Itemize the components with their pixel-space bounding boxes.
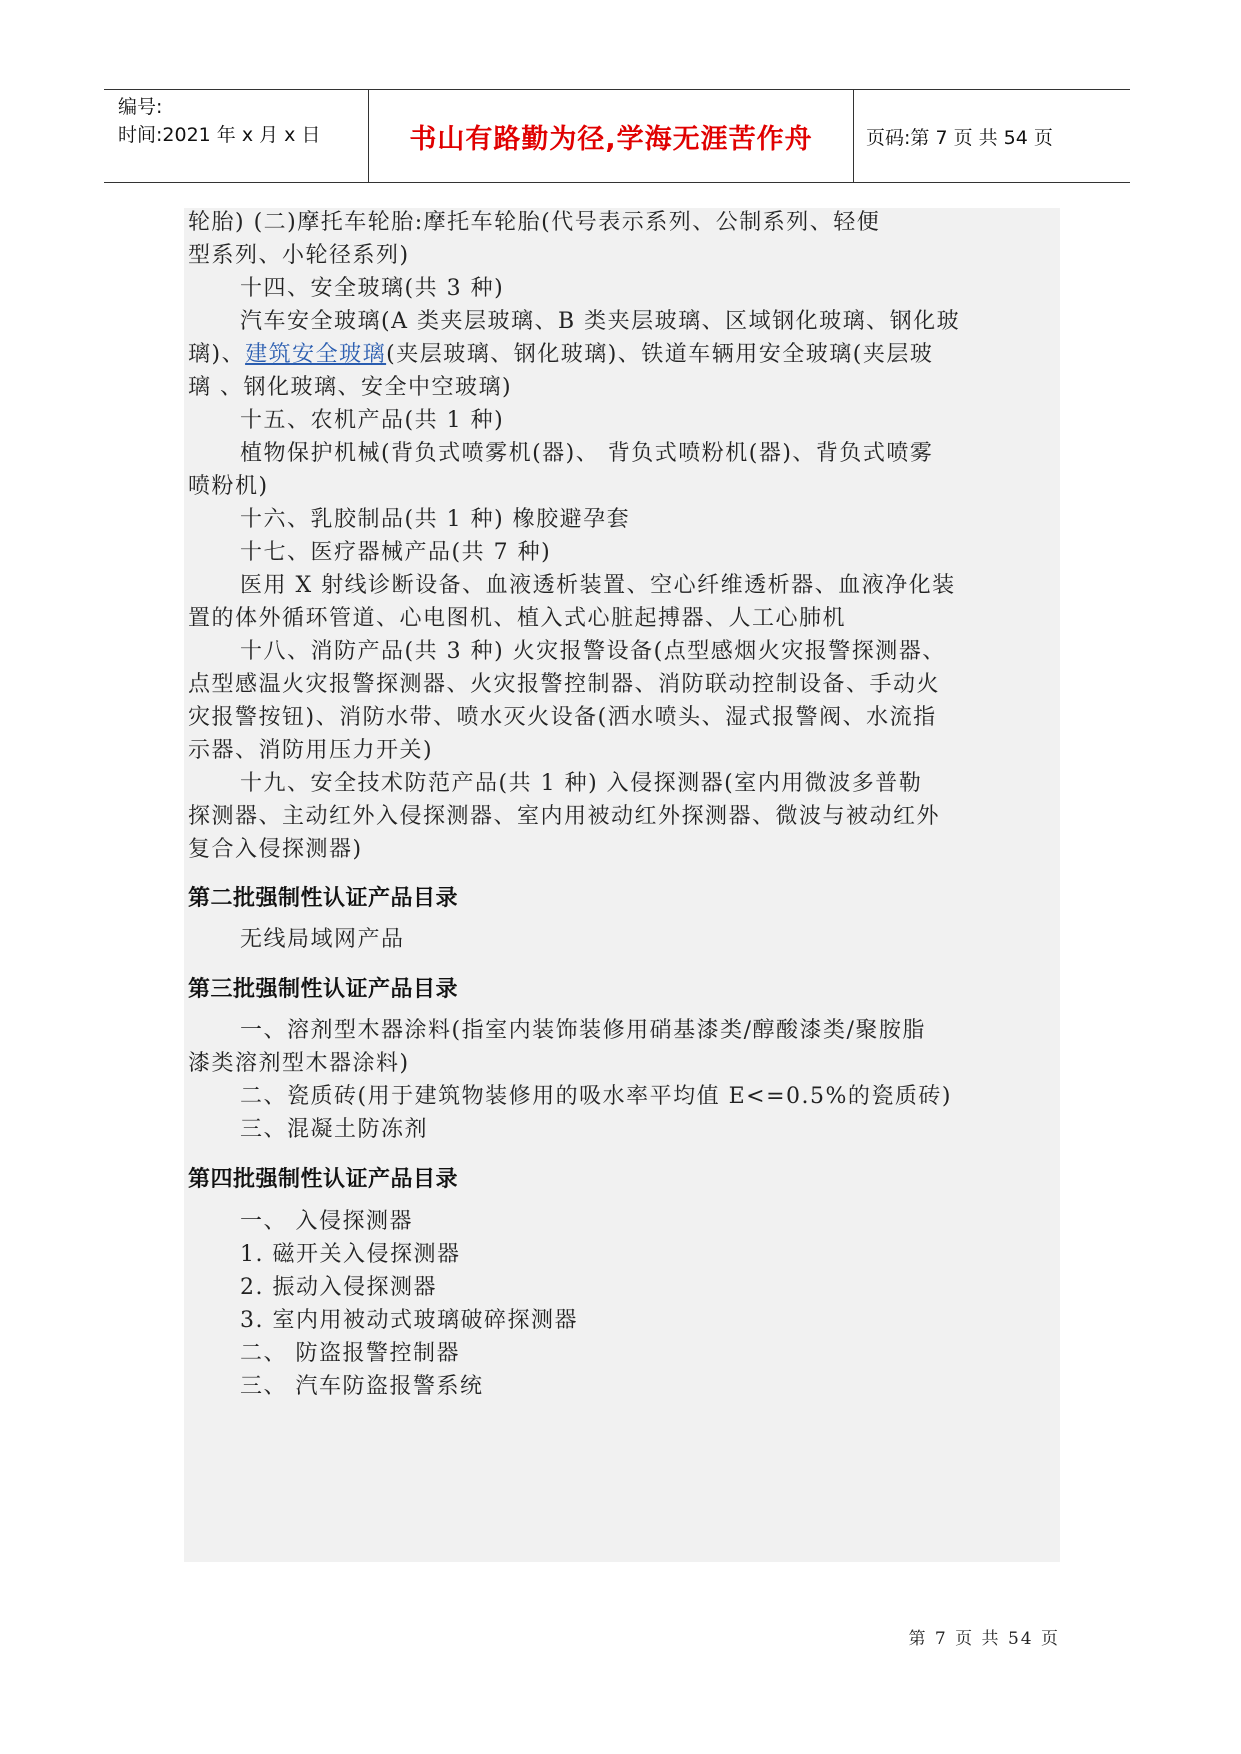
body-line: 喷粉机) — [188, 474, 269, 499]
list-item: 一、 入侵探测器 — [240, 1209, 413, 1234]
body-line: 医用 X 射线诊断设备、血液透析装置、空心纤维透析器、血液净化装 — [240, 573, 956, 598]
body-line: 二、瓷质砖(用于建筑物装修用的吸水率平均值 E<=0.5%的瓷质砖) — [240, 1084, 952, 1109]
body-line: 型系列、小轮径系列) — [188, 243, 410, 268]
doc-number-label: 编号: — [118, 96, 163, 118]
safety-glass-link[interactable]: 建筑安全玻璃 — [245, 342, 387, 367]
body-line: 探测器、主动红外入侵探测器、室内用被动红外探测器、微波与被动红外 — [188, 804, 941, 829]
body-line — [188, 340, 933, 370]
list-item: 2. 振动入侵探测器 — [240, 1275, 437, 1300]
section-heading: 十七、医疗器械产品(共 7 种) — [240, 540, 552, 565]
document-body — [184, 208, 1060, 1562]
body-line: 三、混凝土防冻剂 — [240, 1117, 429, 1142]
header-motto-cell — [369, 90, 854, 182]
body-line: 汽车安全玻璃(A 类夹层玻璃、B 类夹层玻璃、区域钢化玻璃、钢化玻 — [240, 309, 961, 334]
page-info: 页码:第 7 页 共 54 页 — [866, 126, 1053, 149]
body-line: 植物保护机械(背负式喷雾机(器)、 背负式喷粉机(器)、背负式喷雾 — [240, 441, 934, 466]
body-line: 漆类溶剂型木器涂料) — [188, 1051, 410, 1076]
header-page-cell — [854, 90, 1130, 182]
header-info-cell — [104, 90, 369, 182]
list-item: 3. 室内用被动式玻璃破碎探测器 — [240, 1308, 578, 1333]
body-line: 置的体外循环管道、心电图机、植入式心脏起搏器、人工心肺机 — [188, 606, 847, 631]
page-footer: 第 7 页 共 54 页 — [908, 1629, 1060, 1649]
catalog-heading-batch-4: 第四批强制性认证产品目录 — [188, 1167, 459, 1192]
list-item: 二、 防盗报警控制器 — [240, 1341, 460, 1366]
catalog-heading-batch-2: 第二批强制性认证产品目录 — [188, 886, 459, 911]
section-heading: 十五、农机产品(共 1 种) — [240, 408, 505, 433]
section-heading: 十九、安全技术防范产品(共 1 种) 入侵探测器(室内用微波多普勒 — [240, 771, 923, 796]
section-heading: 十八、消防产品(共 3 种) 火灾报警设备(点型感烟火灾报警探测器、 — [240, 639, 946, 664]
body-line: 璃 、钢化玻璃、安全中空玻璃) — [188, 375, 513, 400]
body-line: 灾报警按钮)、消防水带、喷水灭火设备(洒水喷头、湿式报警阀、水流指 — [188, 705, 937, 730]
body-line-part: 璃)、 — [188, 342, 246, 367]
catalog-heading-batch-3: 第三批强制性认证产品目录 — [188, 977, 459, 1002]
body-line: 一、溶剂型木器涂料(指室内装饰装修用硝基漆类/醇酸漆类/聚胺脂 — [240, 1018, 926, 1043]
time-label: 时间:2021 年 x 月 x 日 — [118, 124, 321, 146]
list-item: 1. 磁开关入侵探测器 — [240, 1242, 461, 1267]
section-heading: 十四、安全玻璃(共 3 种) — [240, 276, 505, 301]
body-line-part: (夹层玻璃、钢化玻璃)、铁道车辆用安全玻璃(夹层玻 — [386, 342, 934, 367]
body-line: 点型感温火灾报警探测器、火灾报警控制器、消防联动控制设备、手动火 — [188, 672, 941, 697]
body-line: 轮胎) (二)摩托车轮胎:摩托车轮胎(代号表示系列、公制系列、轻便 — [188, 210, 881, 235]
body-line: 示器、消防用压力开关) — [188, 738, 434, 763]
body-line: 复合入侵探测器) — [188, 837, 363, 862]
motto-text: 书山有路勤为径,学海无涯苦作舟 — [409, 123, 813, 155]
section-heading: 十六、乳胶制品(共 1 种) 橡胶避孕套 — [240, 507, 631, 532]
body-line: 无线局域网产品 — [240, 927, 405, 952]
page-header — [104, 89, 1130, 183]
list-item: 三、 汽车防盗报警系统 — [240, 1374, 484, 1399]
